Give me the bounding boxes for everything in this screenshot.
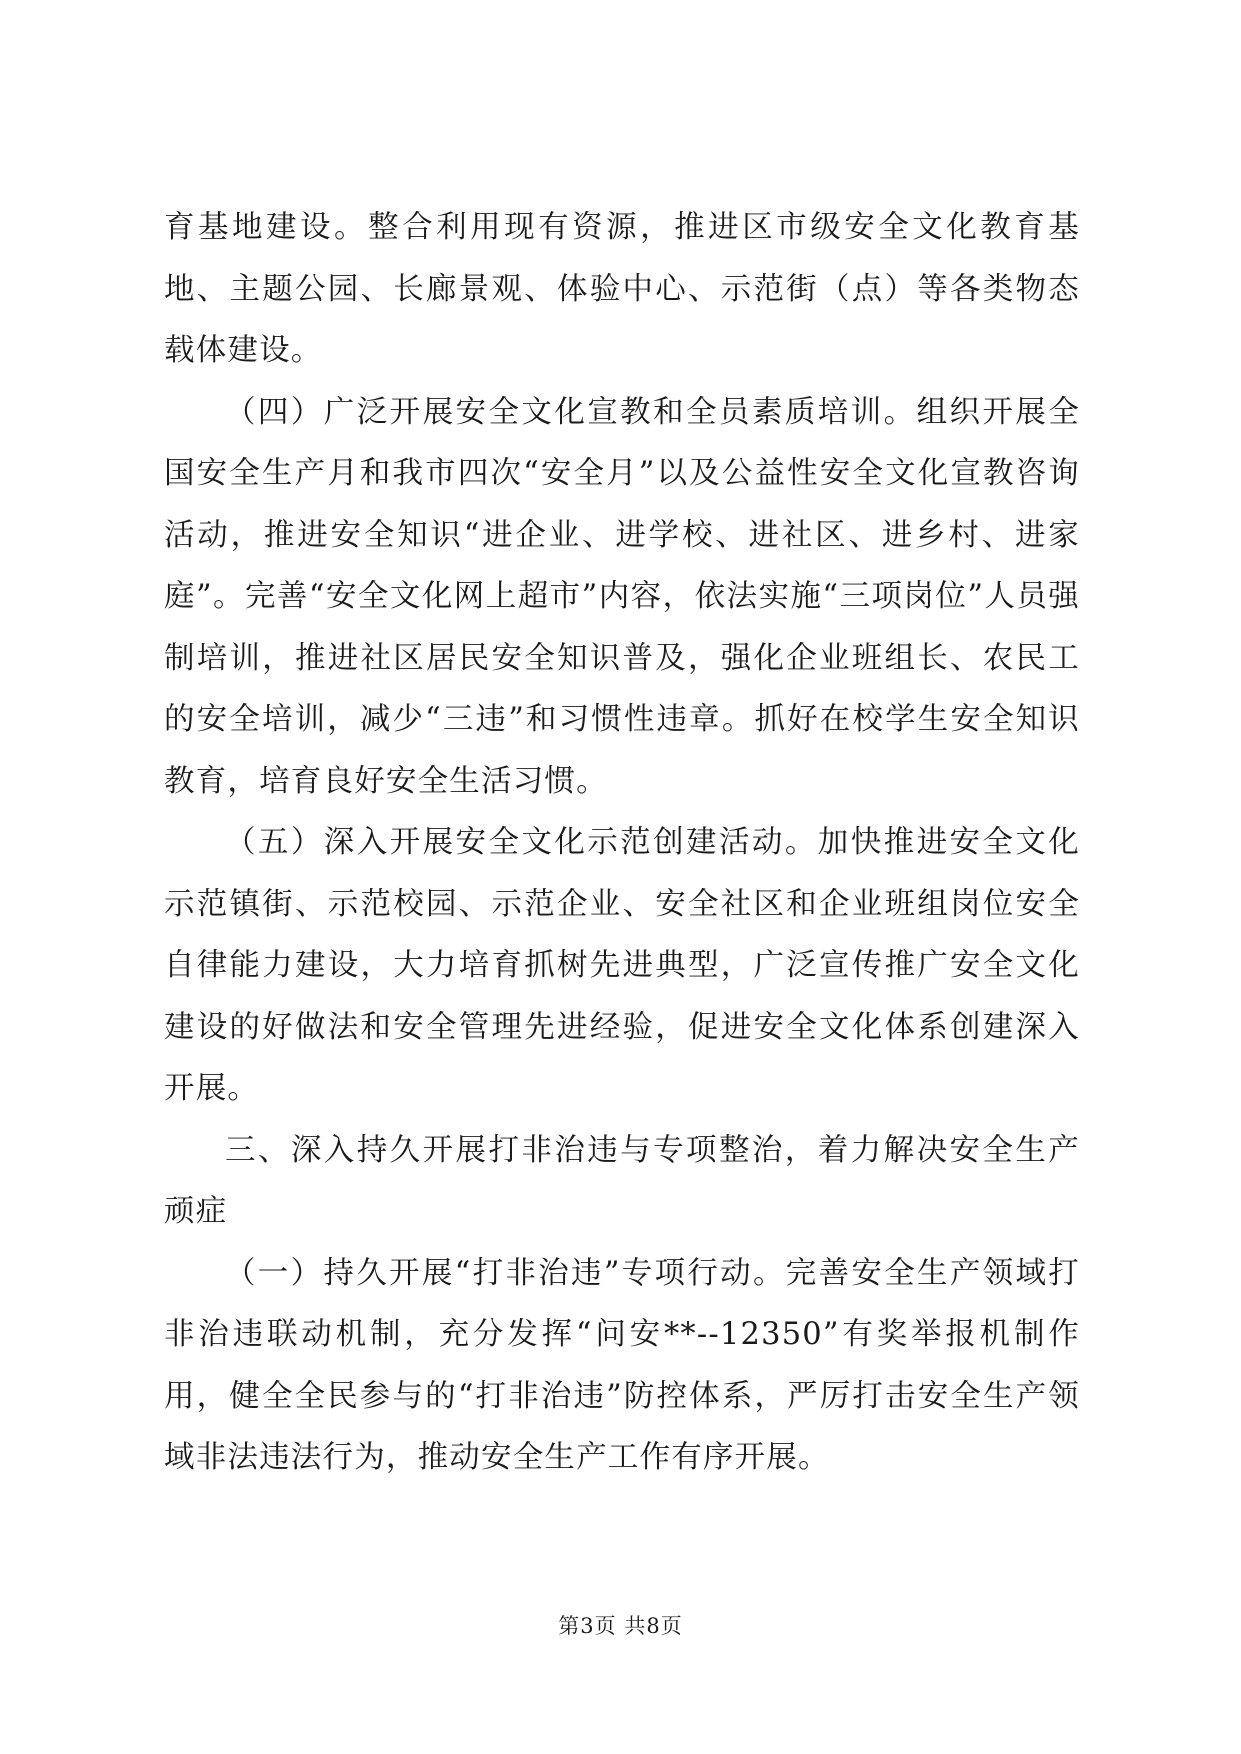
paragraph-continuation: 育基地建设。整合利用现有资源，推进区市级安全文化教育基地、主题公园、长廊景观、体验中心、示范街（点）等各类物态载体建设。 bbox=[164, 210, 1080, 368]
section-heading-3: 三、深入持久开展打非治违与专项整治，着力解决安全生产顽症 bbox=[164, 1132, 1080, 1229]
paragraph-section-4: （四）广泛开展安全文化宣教和全员素质培训。组织开展全国安全生产月和我市四次“安全月”以及公益性安全文化宣教咨询活动，推进安全知识“进企业、进学校、进社区、进乡村、进家庭”。完善“安全文化网上超市”内容，依法实施“三项岗位”人员强制培训，推进社区居民安全知识普及，强化企业班组长、农民工的安全培训，减少“三违”和习惯性违章。抓好在校学生安全知识教育，培育良好安全生活习惯。 bbox=[164, 394, 1080, 799]
paragraph-subsection-1: （一）持久开展“打非治违”专项行动。完善安全生产领域打非治违联动机制，充分发挥“问安**--12350”有奖举报机制作用，健全全民参与的“打非治违”防控体系，严厉打击安全生产领域非法违法行为，推动安全生产工作有序开展。 bbox=[164, 1255, 1080, 1475]
page-footer: 第3页 共8页 bbox=[558, 1614, 683, 1638]
paragraph-section-5: （五）深入开展安全文化示范创建活动。加快推进安全文化示范镇街、示范校园、示范企业、安全社区和企业班组岗位安全自律能力建设，大力培育抓树先进典型，广泛宣传推广安全文化建设的好做法和安全管理先进经验，促进安全文化体系创建深入开展。 bbox=[164, 825, 1080, 1106]
document-body bbox=[164, 197, 1080, 1489]
